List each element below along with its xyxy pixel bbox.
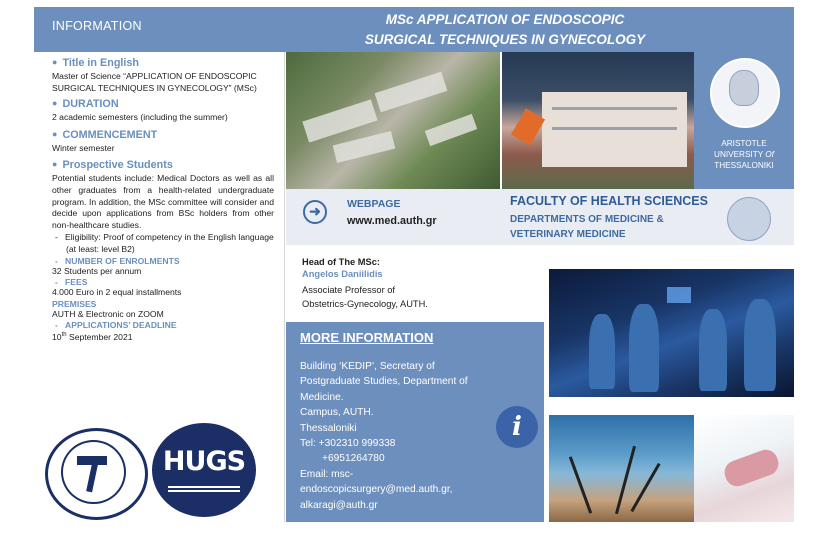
enrolments-text: 32 Students per annum [52,265,142,276]
title-line-2: SURGICAL TECHNIQUES IN GYNECOLOGY [364,32,646,47]
email-label: Email: msc- [300,468,354,480]
more-info-body [300,359,530,513]
arrow-right-icon[interactable]: ➜ [303,200,327,224]
info-content [52,57,274,344]
head-role [302,283,542,311]
university-line-1: ARISTOTLE [721,139,767,148]
deadline-heading-text: APPLICATIONS’ DEADLINE [65,320,177,331]
title-en-text: Master of Science “APPLICATION OF ENDOSCOPIC SURGICAL TECHNIQUES IN GYNECOLOGY” (MSc) [52,71,257,93]
email-2[interactable]: alkaragi@auth.gr [300,499,378,511]
university-line-3: THESSALONIKI [714,161,774,170]
building-night-photo [502,52,694,189]
eligibility-item: - Eligibility: Proof of competency in the English language (at least: level B2) [55,232,274,254]
more-info-title: MORE INFORMATION [300,330,434,345]
more-info-line-1: Building ‘KEDIP’, Secretary of [300,361,435,372]
enrolments-heading-text: NUMBER OF ENROLMENTS [65,255,180,266]
surgery-room-photo [549,269,794,397]
university-line-2b: Of [765,150,774,159]
head-role-line-1: Associate Professor of [302,285,396,295]
deadline-day: 10 [52,332,62,343]
fees-heading: - FEES [55,277,88,288]
premises-text: AUTH & Electronic on ZOOM [52,308,164,319]
webpage-link[interactable]: www.med.auth.gr [347,215,437,227]
flag-stripes [168,486,240,494]
university-line-2 [696,149,792,160]
fees-text: 4.000 Euro in 2 equal installments [52,287,182,298]
deadline-sup: th [61,332,67,339]
faculty-seal-logo [727,197,771,241]
page-title [340,10,670,50]
duration-heading: ● DURATION [52,98,274,110]
duration-text: 2 academic semesters (including the summer) [52,112,228,123]
students-text: Potential students include: Medical Doctors as well as all other graduates from a health-related undergraduate program. In addition, the MSc committee will consider and decide upon applications from BSc holders from other non-healthcare studies. [52,173,274,230]
gynecology-society-logo-inner [61,440,126,504]
webpage-label: WEBPAGE [347,198,401,210]
email-1[interactable]: endoscopicsurgery@med.auth.gr, [300,484,453,496]
info-icon: i [496,406,538,448]
phone-1: Tel: +302310 999338 [300,438,396,450]
campus-aerial-photo [286,52,500,189]
eligibility-text: Eligibility: Proof of competency in the English language (at least: level B2) [65,232,274,254]
laparoscopy-photo [549,415,694,522]
more-info-line-2: Postgraduate Studies, Department of [300,376,468,388]
faculty-name: FACULTY OF HEALTH SCIENCES [510,194,708,208]
deadline-heading: - APPLICATIONS’ DEADLINE [55,320,177,331]
more-info-line-5: Thessaloniki [300,422,357,434]
commencement-heading: ● COMMENCEMENT [52,129,274,141]
more-info-line-3: Medicine. [300,391,344,403]
phone-2: +6951264780 [322,453,385,465]
doctor-hands-photo [694,415,794,522]
head-label: Head of The MSc: [302,257,380,267]
university-line-2a: UNIVERSITY [714,150,766,159]
university-name [696,138,792,171]
title-en-heading: ● Title in English [52,57,274,69]
commencement-text: Winter semester [52,142,115,153]
premises-heading: PREMISES [52,298,97,309]
deadline-text [52,330,274,343]
hugs-logo-text: HUGS [162,446,246,477]
hammer-icon [63,442,124,502]
more-info-line-4: Campus, AUTH. [300,407,374,419]
deadline-rest: September 2021 [66,332,133,343]
fees-heading-text: FEES [65,277,88,288]
title-line-1: MSc APPLICATION OF ENDOSCOPIC [385,12,625,27]
aristotle-portrait-icon [729,70,759,106]
students-heading: ● Prospective Students [52,159,274,171]
head-role-line-2: Obstetrics-Gynecology, AUTH. [302,299,428,309]
section-label: INFORMATION [52,19,142,33]
faculty-departments: DEPARTMENTS OF MEDICINE & VETERINARY MEDICINE [510,214,664,240]
enrolments-heading: - NUMBER OF ENROLMENTS [55,255,180,266]
head-name: Angelos Daniilidis [302,269,383,279]
